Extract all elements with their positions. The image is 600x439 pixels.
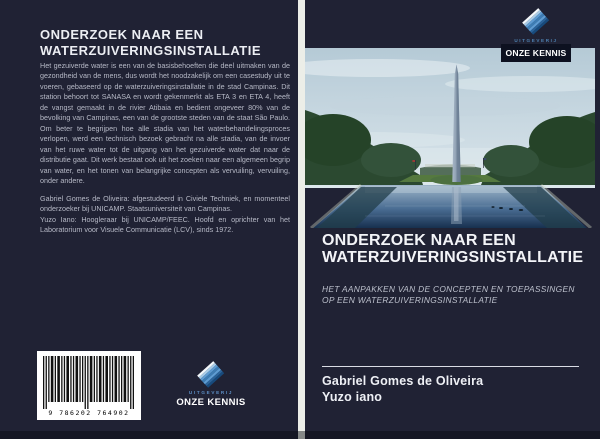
back-title-line-2: WATERZUIVERINGSINSTALLATIE bbox=[40, 42, 261, 58]
open-book-icon bbox=[196, 359, 226, 389]
cover-photo bbox=[305, 48, 595, 228]
barcode bbox=[37, 351, 141, 420]
publisher-name: ONZE KENNIS bbox=[176, 397, 246, 408]
author-bio-iano: Yuzo Iano: Hoogleraar bij UNICAMP/FEEC. Hoofd en oprichter van het Laboratorium voor Visuele Communicatie (LCV), sinds 1972. bbox=[40, 214, 290, 235]
spine-divider bbox=[298, 0, 305, 439]
front-title-line-2: WATERZUIVERINGSINSTALLATIE bbox=[322, 248, 584, 266]
author-name-oliveira: Gabriel Gomes de Oliveira bbox=[322, 374, 484, 388]
publisher-name: ONZE KENNIS bbox=[501, 44, 571, 62]
publisher-tagline: UITGEVERIJ bbox=[188, 390, 234, 395]
author-name-iano: Yuzo iano bbox=[322, 389, 383, 404]
back-title-line-1: ONDERZOEK NAAR EEN bbox=[40, 27, 204, 42]
author-bios bbox=[40, 194, 290, 236]
author-divider-line bbox=[322, 366, 579, 367]
back-title bbox=[40, 27, 261, 58]
front-subtitle bbox=[322, 284, 575, 306]
author-bio-oliveira: Gabriel Gomes de Oliveira: afgestudeerd in Civiele Techniek, en momenteel onderzoeker bij UNICAMP. Staatsuniversiteit van Campinas. bbox=[40, 194, 290, 214]
author-names bbox=[322, 374, 483, 405]
front-title bbox=[322, 233, 583, 266]
publisher-logo bbox=[166, 359, 256, 408]
publisher-tagline: UITGEVERIJ bbox=[514, 38, 558, 43]
front-subtitle-line-1: HET AANPAKKEN VAN DE CONCEPTEN EN TOEPASSINGEN bbox=[322, 284, 575, 294]
back-summary: Het gezuiverde water is een van de basisbehoeften die deel uitmaken van de gezondheid van de mens, dus wordt het noodzakelijk om een casestudy uit te voeren, gebaseerd op de waterzuiveringsinstallatie in de stad Campinas. Dit station behoort tot SANASA en wordt gekenmerkt als ETA 3 en ETA 4, heeft de vangst gemaakt in de rivier Atibaia en bedient ongeveer 80% van de bevolking van Campinas, een van de grootste steden van de staat São Paulo. Om beter te begrijpen hoe alle stadia van het waterbehandelingsproces verlopen, werd een technisch bezoek gebracht na alle stadia, van de invoer van het ruwe water tot de uitgang van het gezuiverde water dat naar de distributie gaat. Dit werk bestaat ook uit het zoeken naar een algemeen begrip van water, en het tonen van belangrijke concepten als vervuiling, vervuiling, onder andere. bbox=[40, 61, 290, 185]
front-title-line-1: ONDERZOEK NAAR EEN bbox=[322, 232, 516, 249]
barcode-digits: 9 786202 764902 bbox=[48, 409, 130, 417]
barcode-bars bbox=[43, 356, 135, 410]
front-cover-panel bbox=[305, 0, 600, 439]
bottom-shadow bbox=[0, 431, 600, 439]
back-cover-panel bbox=[0, 0, 298, 439]
open-book-icon bbox=[521, 5, 551, 37]
front-subtitle-line-2: OP EEN WATERZUIVERINGSINSTALLATIE bbox=[322, 295, 498, 305]
washington-monument-illustration bbox=[305, 48, 595, 228]
publisher-logo-ribbon bbox=[501, 5, 571, 62]
